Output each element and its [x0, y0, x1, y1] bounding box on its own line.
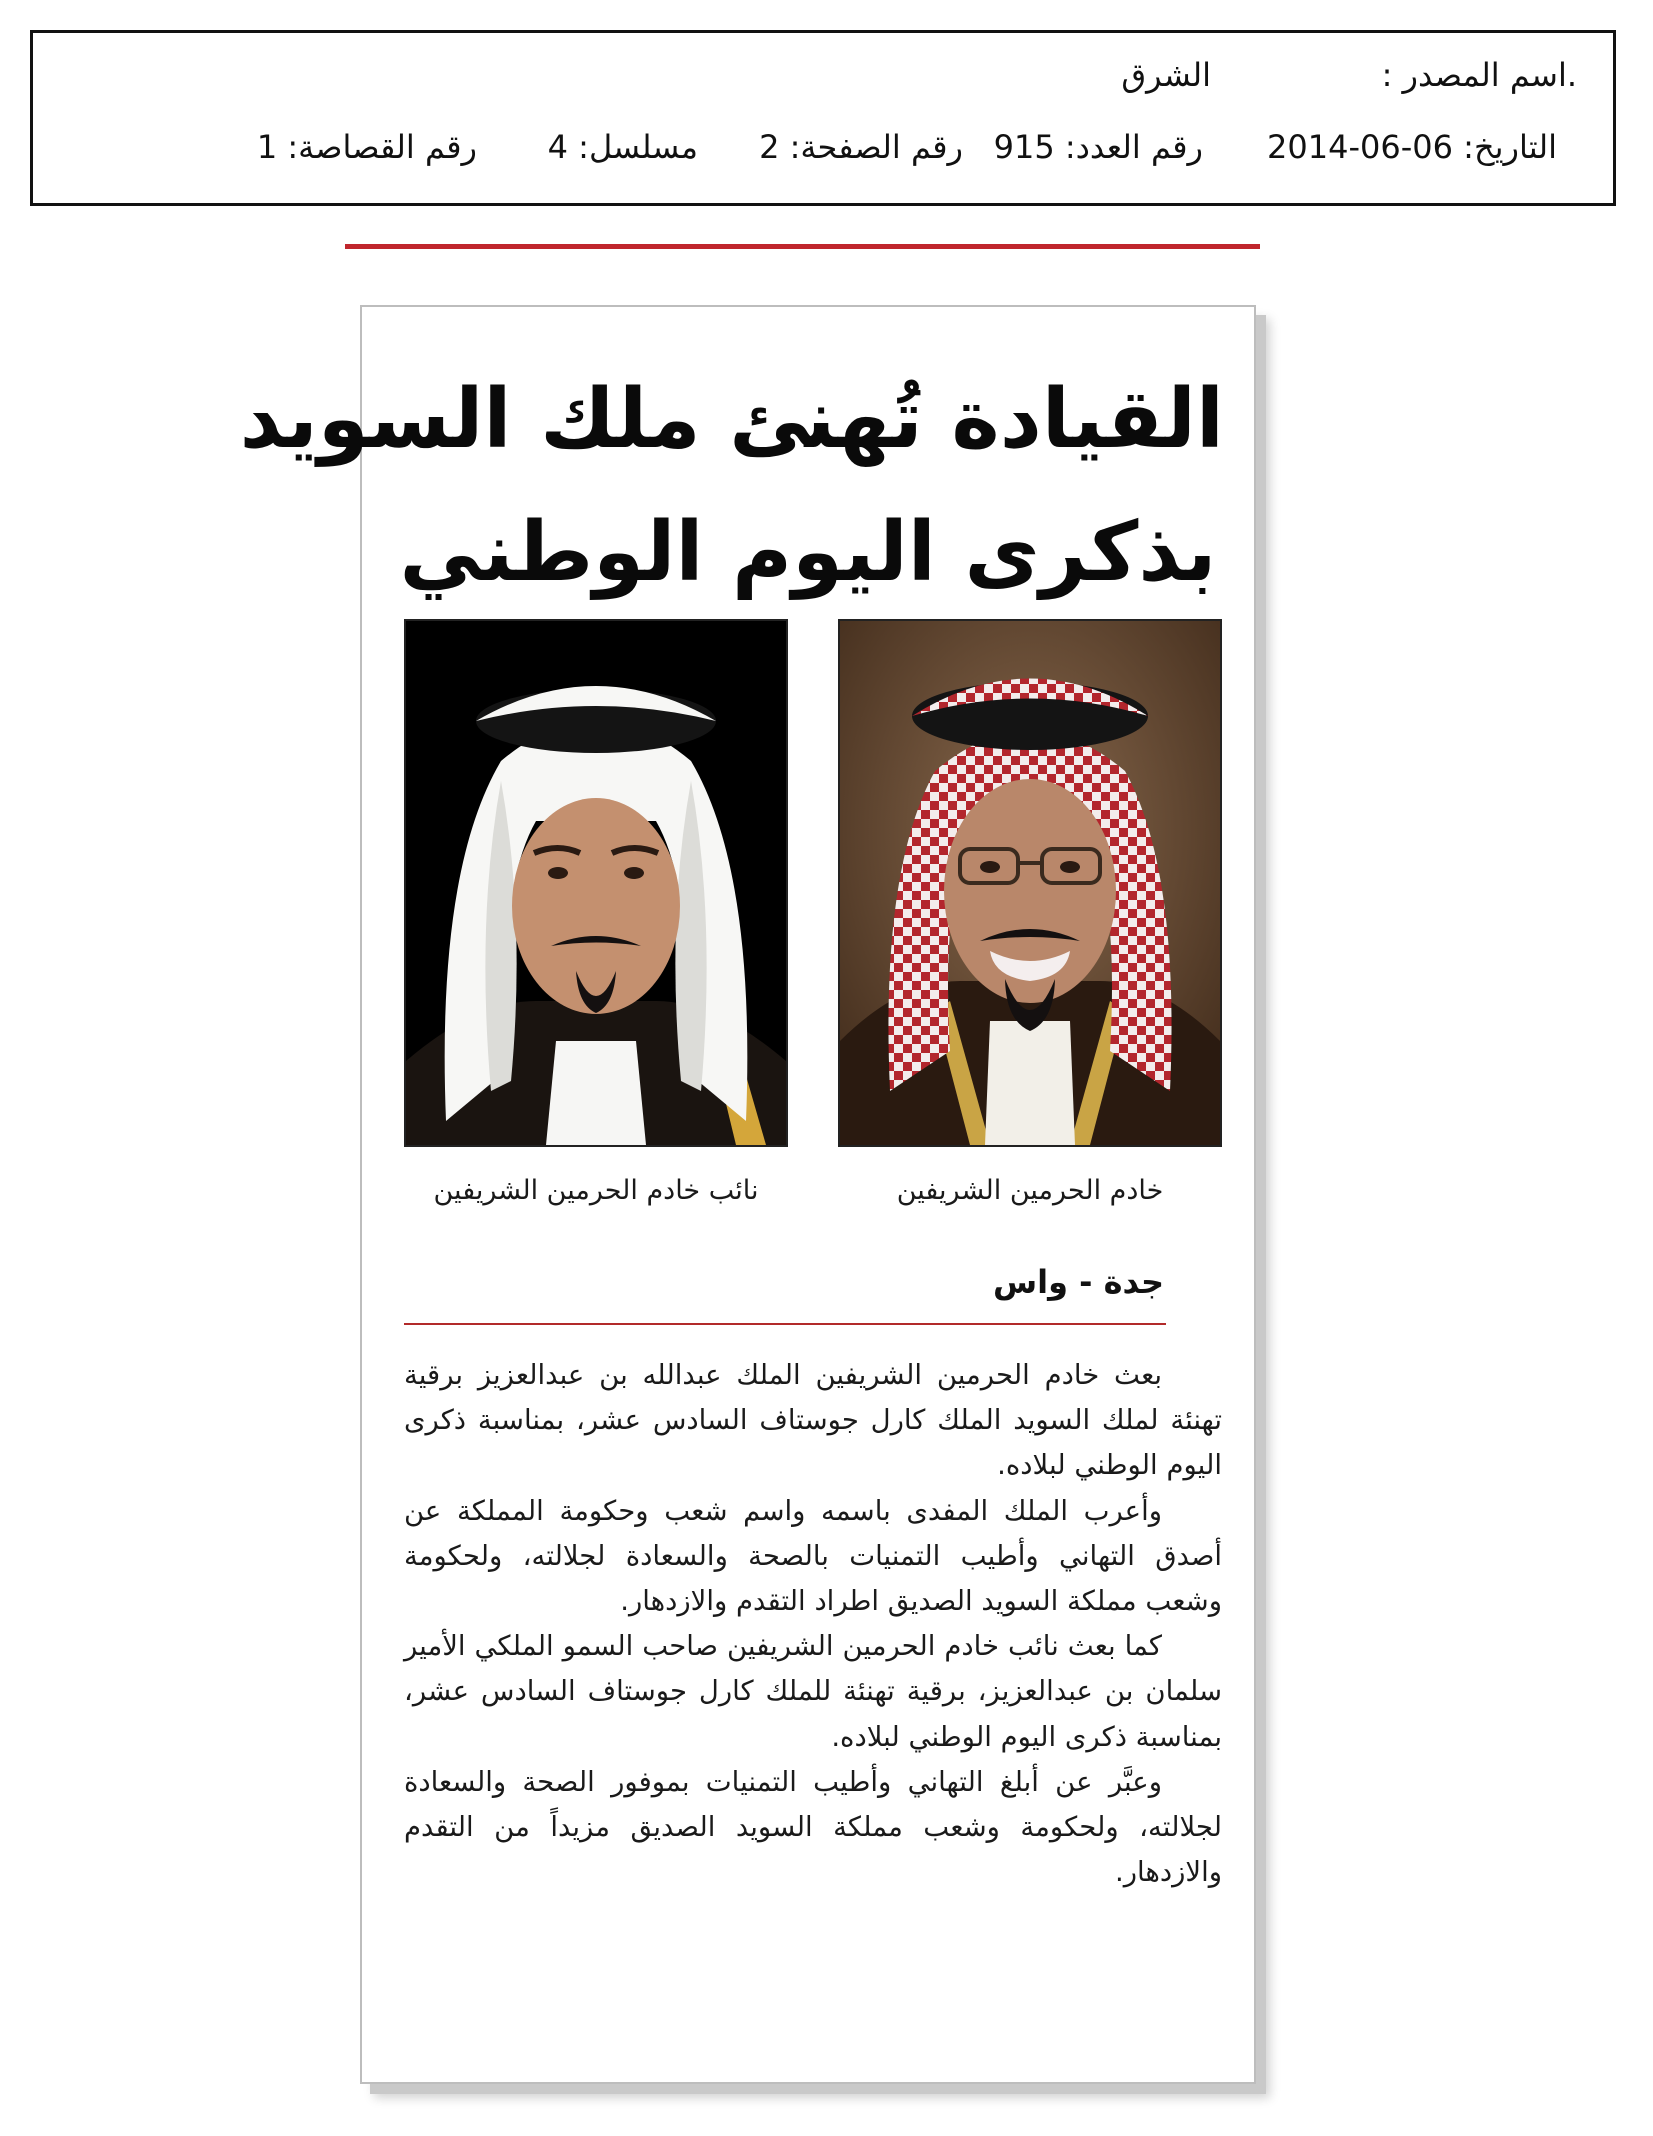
- caption-king: خادم الحرمين الشريفين: [896, 1175, 1164, 1206]
- dateline-divider: [404, 1323, 1166, 1325]
- headline-line-2: بذكرى اليوم الوطني: [399, 505, 1217, 600]
- dateline: جدة - واس: [992, 1263, 1164, 1301]
- source-value: الشرق: [1121, 56, 1211, 94]
- portrait-photo-crown-prince: [404, 619, 788, 1147]
- issue-number: رقم العدد: 915: [993, 128, 1203, 166]
- metadata-header: [30, 30, 1616, 206]
- newspaper-clipping: [239, 305, 1256, 2084]
- divider-line: [345, 244, 1260, 249]
- article-paragraph: بعث خادم الحرمين الشريفين الملك عبدالله بن عبدالعزيز برقية تهنئة لملك السويد الملك كارل جوستاف السادس عشر، بمناسبة ذكرى اليوم الوطني لبلاده.: [404, 1359, 1222, 1482]
- article-body: [404, 1353, 1222, 1895]
- caption-crown-prince: نائب خادم الحرمين الشريفين: [433, 1175, 759, 1206]
- article-paragraph: وأعرب الملك المفدى باسمه واسم شعب وحكومة المملكة عن أصدق التهاني وأطيب التمنيات بالصحة والسعادة لجلالته، ولحكومة وشعب مملكة السويد الصديق اطراد التقدم والازدهار.: [404, 1494, 1222, 1618]
- headline-line-1: القيادة تُهنئ ملك السويد: [239, 372, 1224, 467]
- portrait-king-illustration: [840, 621, 1220, 1145]
- serial-number: مسلسل: 4: [547, 128, 698, 166]
- page-number: رقم الصفحة: 2: [759, 128, 963, 166]
- clip-number: رقم القصاصة: 1: [256, 128, 477, 166]
- article-paragraph: كما بعث نائب خادم الحرمين الشريفين صاحب السمو الملكي الأمير سلمان بن عبدالعزيز، برقية تهنئة للملك كارل جوستاف السادس عشر، بمناسبة ذكرى اليوم الوطني لبلاده.: [404, 1630, 1222, 1753]
- article-paragraph: وعبَّر عن أبلغ التهاني وأطيب التمنيات بموفور الصحة والسعادة لجلالته، ولحكومة وشعب مملكة السويد الصديق مزيداً من التقدم والازدهار.: [404, 1765, 1222, 1889]
- source-label: .اسم المصدر :: [1381, 56, 1577, 94]
- date-field: التاريخ: 06-06-2014: [1267, 128, 1557, 166]
- portrait-crown-prince-illustration: [406, 621, 786, 1145]
- portrait-photo-king: [838, 619, 1222, 1147]
